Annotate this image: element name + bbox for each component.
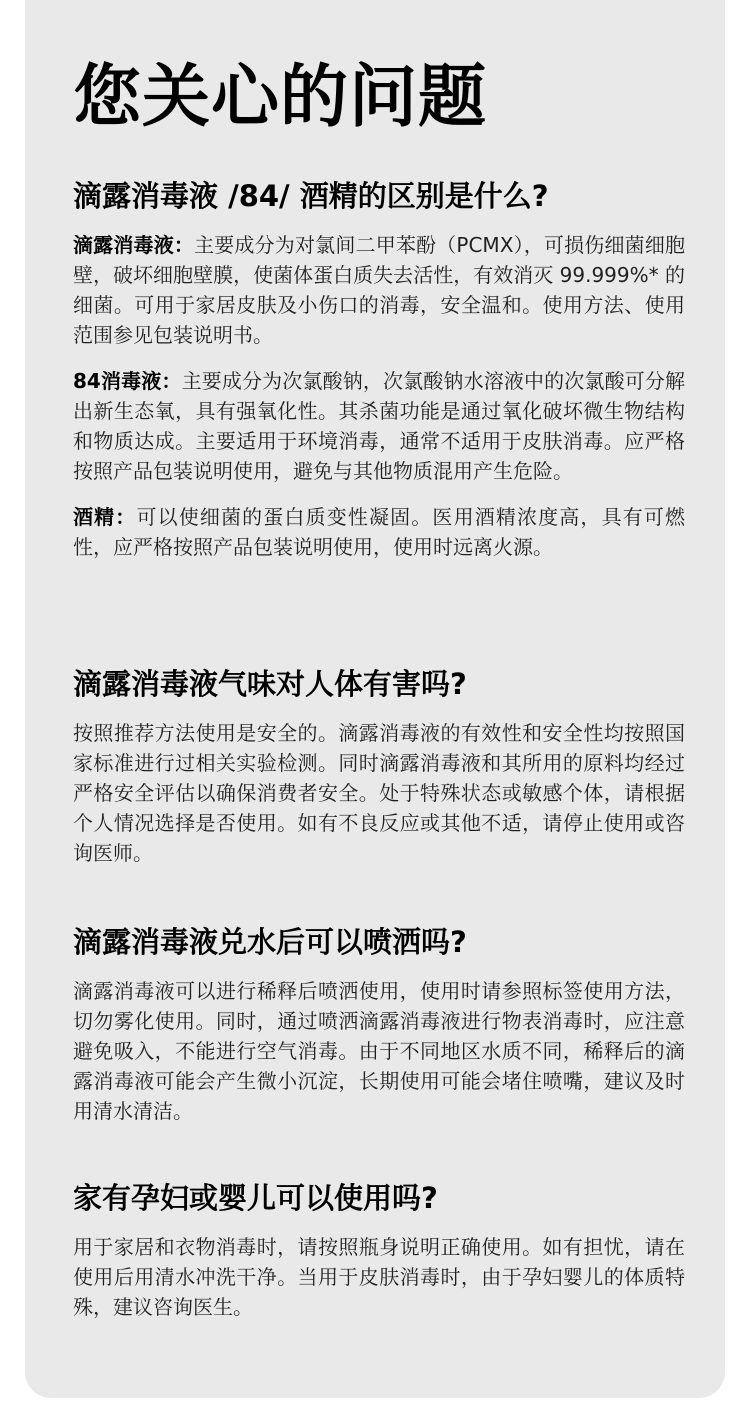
answer-lead: 滴露消毒液： xyxy=(73,233,195,257)
answer-paragraph xyxy=(73,1232,685,1322)
answer-lead: 84消毒液： xyxy=(73,369,182,393)
answer-text: 滴露消毒液可以进行稀释后喷洒使用，使用时请参照标签使用方法，切勿雾化使用。同时，通过喷洒滴露消毒液进行物表消毒时，应注意避免吸入，不能进行空气消毒。由于不同地区水质不同，稀释后的滴露消毒液可能会产生微小沉淀，长期使用可能会堵住喷嘴，建议及时用清水清洁。 xyxy=(73,979,685,1123)
answer-lead: 酒精： xyxy=(73,505,137,529)
faq-section-difference xyxy=(73,176,685,562)
faq-section-spray xyxy=(73,922,685,1126)
answer-text: 主要成分为对氯间二甲苯酚（PCMX），可损伤细菌细胞壁，破坏细胞壁膜，使菌体蛋白质失去活性，有效消灭 99.999%* 的细菌。可用于家居皮肤及小伤口的消毒，安全温和。使用方法、使用范围参见包装说明书。 xyxy=(73,233,686,347)
question-title: 滴露消毒液气味对人体有害吗? xyxy=(73,667,467,701)
faq-section-odor xyxy=(73,664,685,868)
answer-paragraph xyxy=(73,718,685,868)
answer-text: 按照推荐方法使用是安全的。滴露消毒液的有效性和安全性均按照国家标准进行过相关实验检测。同时滴露消毒液和其所用的原料均经过严格安全评估以确保消费者安全。处于特殊状态或敏感个体，请根据个人情况选择是否使用。如有不良反应或其他不适，请停止使用或咨询医师。 xyxy=(73,721,685,865)
answer-text: 主要成分为次氯酸钠，次氯酸钠水溶液中的次氯酸可分解出新生态氧，具有强氧化性。其杀菌功能是通过氧化破坏微生物结构和物质达成。主要适用于环境消毒，通常不适用于皮肤消毒。应严格按照产品包装说明使用，避免与其他物质混用产生危险。 xyxy=(73,369,686,483)
answer-paragraph-84 xyxy=(73,366,685,486)
answer-paragraph xyxy=(73,976,685,1126)
answer-text: 用于家居和衣物消毒时，请按照瓶身说明正确使用。如有担忧，请在使用后用清水冲洗干净。当用于皮肤消毒时，由于孕妇婴儿的体质特殊，建议咨询医生。 xyxy=(73,1235,685,1319)
question-title: 滴露消毒液兑水后可以喷洒吗? xyxy=(73,925,467,959)
page-title: 您关心的问题 xyxy=(73,58,488,137)
answer-text: 可以使细菌的蛋白质变性凝固。医用酒精浓度高，具有可燃性，应严格按照产品包装说明使用，使用时远离火源。 xyxy=(73,505,686,559)
question-title: 家有孕妇或婴儿可以使用吗? xyxy=(73,1181,438,1215)
answer-paragraph-dettol xyxy=(73,230,685,350)
faq-card xyxy=(25,0,725,1398)
answer-paragraph-alcohol xyxy=(73,502,685,562)
faq-section-pregnancy xyxy=(73,1178,685,1322)
question-title: 滴露消毒液 /84/ 酒精的区别是什么? xyxy=(73,179,549,213)
